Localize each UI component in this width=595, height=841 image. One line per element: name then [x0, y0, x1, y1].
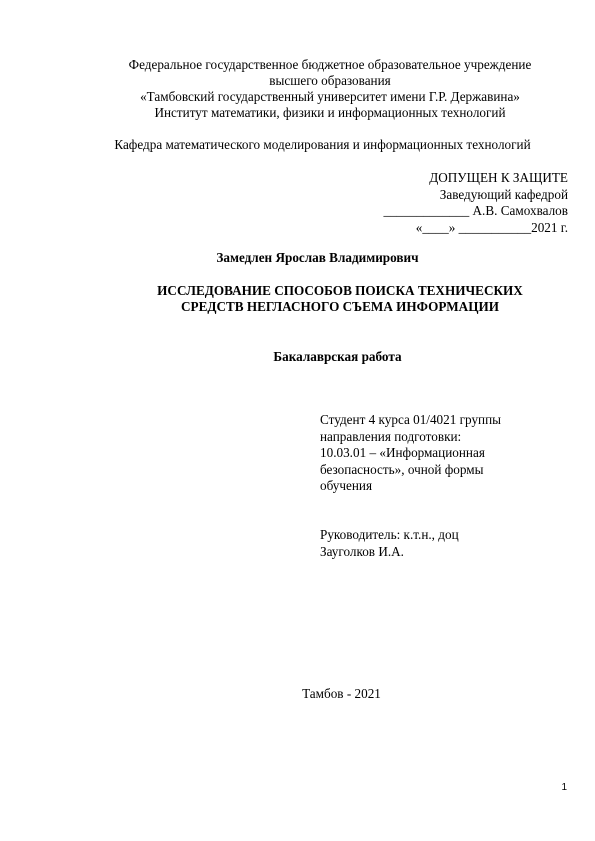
header-line-3: «Тамбовский государственный университет имени Г.Р. Державина»	[140, 89, 520, 104]
department-name: Кафедра математического моделирования и информационных технологий	[114, 137, 531, 152]
work-type: Бакалаврская работа	[273, 349, 402, 364]
header-line-4: Институт математики, физики и информационных технологий	[154, 105, 506, 120]
page-number: 1	[561, 782, 567, 793]
student-line-3: 10.03.01 – «Информационная	[320, 445, 485, 460]
supervisor-line-1: Руководитель: к.т.н., доц	[320, 527, 459, 542]
student-line-2: направления подготовки:	[320, 428, 462, 444]
approval-line-3: _____________ А.В. Самохвалов	[383, 203, 568, 218]
author-name: Замедлен Ярослав Владимирович	[216, 250, 419, 265]
title-line-1: ИССЛЕДОВАНИЕ СПОСОБОВ ПОИСКА ТЕХНИЧЕСКИХ	[157, 283, 523, 298]
thesis-title	[130, 283, 550, 315]
approval-line-1: ДОПУЩЕН К ЗАЩИТЕ	[429, 170, 568, 185]
city-year: Тамбов - 2021	[302, 686, 381, 701]
institution-header	[100, 57, 560, 121]
student-info	[320, 412, 501, 495]
supervisor-info	[320, 527, 459, 560]
approval-line-2: Заведующий кафедрой	[439, 186, 568, 202]
approval-block	[383, 170, 568, 236]
student-line-4: безопасность», очной формы	[320, 461, 484, 477]
student-line-1: Студент 4 курса 01/4021 группы	[320, 412, 502, 427]
supervisor-line-2: Зауголков И.А.	[320, 543, 404, 559]
student-line-5: обучения	[320, 478, 373, 493]
header-line-2: высшего образования	[269, 73, 391, 88]
approval-line-4: «____» ___________2021 г.	[415, 219, 568, 235]
title-line-2: СРЕДСТВ НЕГЛАСНОГО СЪЕМА ИНФОРМАЦИИ	[181, 299, 499, 314]
header-line-1: Федеральное государственное бюджетное образовательное учреждение	[128, 57, 532, 72]
